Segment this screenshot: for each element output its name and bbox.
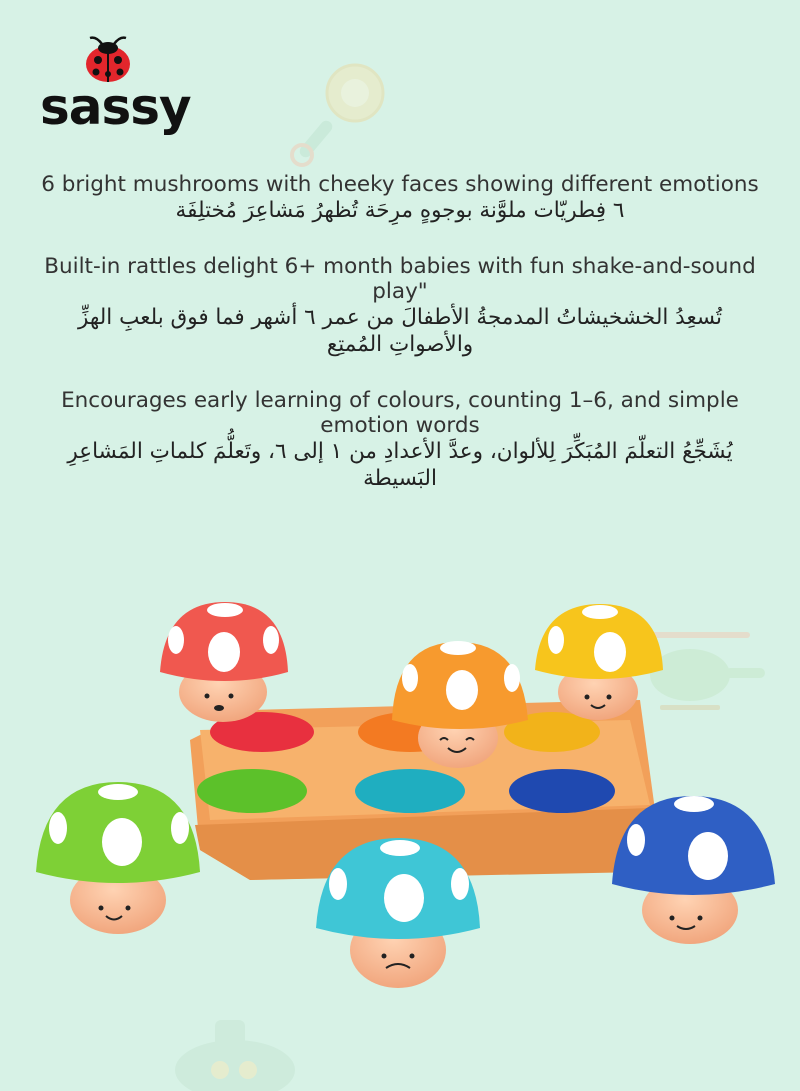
mushroom-green	[36, 782, 200, 934]
rattle-decoration	[280, 55, 400, 175]
tray-hole-teal	[355, 769, 465, 813]
brand-logo	[38, 34, 191, 136]
mushroom-red	[160, 602, 288, 722]
feature-item	[40, 254, 760, 358]
feature-en: Built-in rattles delight 6+ month babies with fun shake-and-sound play"	[44, 254, 756, 304]
mushroom-toy-illustration	[0, 580, 800, 1020]
ladybug-icon	[82, 34, 134, 84]
feature-en: Encourages early learning of colours, counting 1–6, and simple emotion words	[61, 388, 739, 438]
feature-ar: يُشَجِّعُ التعلّمَ المُبَكِّرَ لِلألوان، وعدَّ الأعدادِ من ١ إلى ٦، وتَعلُّمَ كلماتِ المَشاعِرِ البَسيطة	[67, 439, 733, 491]
mushroom-blue	[612, 796, 775, 944]
feature-item	[40, 172, 760, 224]
feature-list	[40, 172, 760, 522]
feature-ar: ٦ فِطريّات ملوَّنة بوجوهٍ مرِحَة تُظهرُ مَشاعِرَ مُختلِفَة	[175, 198, 625, 223]
mushroom-teal	[316, 838, 480, 988]
feature-en: 6 bright mushrooms with cheeky faces showing different emotions	[41, 172, 759, 197]
tray-hole-green	[197, 769, 307, 813]
feature-item	[40, 388, 760, 492]
feature-ar: تُسعِدُ الخشخيشاتُ المدمجةُ الأطفالَ من عمر ٦ أشهر فما فوق بلعبِ الهزِّ والأصواتِ المُمتِع	[77, 305, 722, 357]
tray-hole-blue	[509, 769, 615, 813]
brand-name: sassy	[40, 78, 191, 136]
